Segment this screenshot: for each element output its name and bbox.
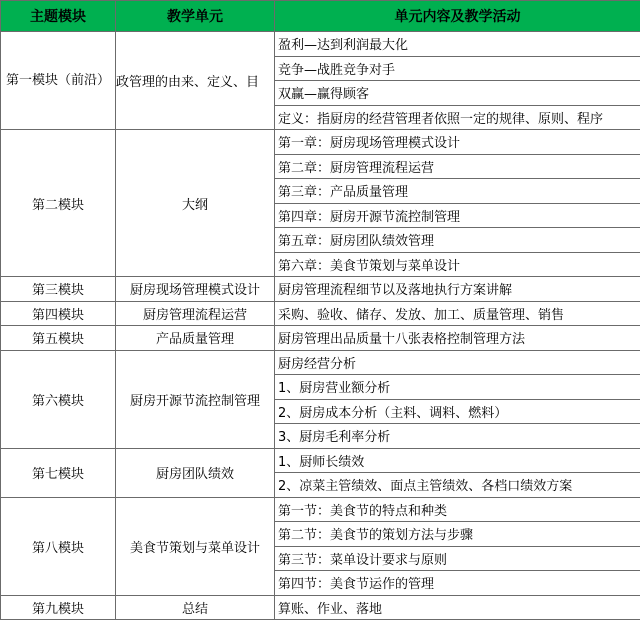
content-item: 厨房经营分析 bbox=[275, 350, 640, 375]
header-row bbox=[1, 1, 640, 32]
table-row bbox=[1, 326, 640, 351]
module-cell: 第三模块 bbox=[1, 277, 116, 302]
content-item: 定义：指厨房的经营管理者依照一定的规律、原则、程序 bbox=[275, 105, 640, 130]
content-item: 竞争—战胜竞争对手 bbox=[275, 56, 640, 81]
unit-cell: 大纲 bbox=[116, 130, 275, 277]
unit-cell: 美食节策划与菜单设计 bbox=[116, 497, 275, 595]
header-module: 主题模块 bbox=[1, 1, 116, 32]
module-cell: 第六模块 bbox=[1, 350, 116, 448]
content-item: 第二节：美食节的策划方法与步骤 bbox=[275, 522, 640, 547]
content-item: 第一章：厨房现场管理模式设计 bbox=[275, 130, 640, 155]
module-cell: 第九模块 bbox=[1, 595, 116, 620]
table-row bbox=[1, 448, 640, 473]
unit-cell: 政管理的由来、定义、目 bbox=[116, 32, 275, 130]
table-row bbox=[1, 595, 640, 620]
header-content: 单元内容及教学活动 bbox=[275, 1, 640, 32]
content-item: 第三节：菜单设计要求与原则 bbox=[275, 546, 640, 571]
table-row bbox=[1, 130, 640, 155]
content-item: 第一节：美食节的特点和种类 bbox=[275, 497, 640, 522]
unit-cell: 厨房管理流程运营 bbox=[116, 301, 275, 326]
table-row bbox=[1, 350, 640, 375]
content-item: 2、凉菜主管绩效、面点主管绩效、各档口绩效方案 bbox=[275, 473, 640, 498]
table-header bbox=[1, 1, 640, 32]
table-body bbox=[1, 32, 640, 620]
header-unit: 教学单元 bbox=[116, 1, 275, 32]
content-item: 厨房管理出品质量十八张表格控制管理方法 bbox=[275, 326, 640, 351]
content-item: 第四章：厨房开源节流控制管理 bbox=[275, 203, 640, 228]
content-item: 3、厨房毛利率分析 bbox=[275, 424, 640, 449]
module-cell: 第七模块 bbox=[1, 448, 116, 497]
content-item: 盈利—达到利润最大化 bbox=[275, 32, 640, 57]
module-cell: 第一模块（前沿） bbox=[1, 32, 116, 130]
table-row bbox=[1, 32, 640, 57]
unit-cell: 厨房开源节流控制管理 bbox=[116, 350, 275, 448]
content-item: 双赢—赢得顾客 bbox=[275, 81, 640, 106]
module-cell: 第四模块 bbox=[1, 301, 116, 326]
content-item: 算账、作业、落地 bbox=[275, 595, 640, 620]
content-item: 1、厨房营业额分析 bbox=[275, 375, 640, 400]
content-item: 厨房管理流程细节以及落地执行方案讲解 bbox=[275, 277, 640, 302]
content-item: 1、厨师长绩效 bbox=[275, 448, 640, 473]
content-item: 第二章：厨房管理流程运营 bbox=[275, 154, 640, 179]
module-cell: 第五模块 bbox=[1, 326, 116, 351]
module-cell: 第二模块 bbox=[1, 130, 116, 277]
content-item: 第六章：美食节策划与菜单设计 bbox=[275, 252, 640, 277]
content-item: 第五章：厨房团队绩效管理 bbox=[275, 228, 640, 253]
unit-cell: 产品质量管理 bbox=[116, 326, 275, 351]
content-item: 第四节：美食节运作的管理 bbox=[275, 571, 640, 596]
unit-cell: 厨房团队绩效 bbox=[116, 448, 275, 497]
content-item: 第三章：产品质量管理 bbox=[275, 179, 640, 204]
module-cell: 第八模块 bbox=[1, 497, 116, 595]
table-row bbox=[1, 497, 640, 522]
unit-cell: 厨房现场管理模式设计 bbox=[116, 277, 275, 302]
content-item: 采购、验收、储存、发放、加工、质量管理、销售 bbox=[275, 301, 640, 326]
table-row bbox=[1, 277, 640, 302]
content-item: 2、厨房成本分析（主料、调料、燃料） bbox=[275, 399, 640, 424]
unit-cell: 总结 bbox=[116, 595, 275, 620]
table-row bbox=[1, 301, 640, 326]
